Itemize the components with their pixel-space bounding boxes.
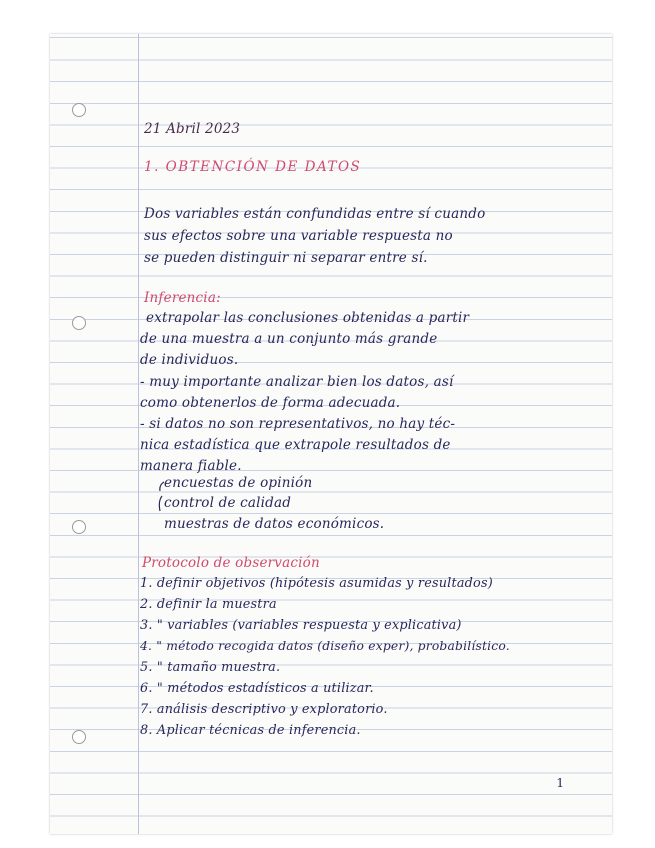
binder-hole <box>72 730 86 744</box>
protocolo-item: 7. análisis descriptivo y exploratorio. <box>140 702 388 717</box>
protocolo-item: 6. " métodos estadísticos a utilizar. <box>140 681 374 696</box>
inferencia-line: nica estadística que extrapole resultados de <box>140 437 451 453</box>
inferencia-line: extrapolar las conclusiones obtenidas a partir <box>146 310 470 326</box>
note-date: 21 Abril 2023 <box>144 121 241 137</box>
notebook-page <box>50 34 612 834</box>
protocolo-item: 5. " tamaño muestra. <box>140 660 281 675</box>
inferencia-line: manera fiable. <box>140 458 242 474</box>
inferencia-line: - si datos no son representativos, no hay téc- <box>140 416 456 432</box>
inferencia-line: de individuos. <box>140 352 239 368</box>
protocolo-item: 4. " método recogida datos (diseño exper), probabilístico. <box>140 639 510 653</box>
inferencia-title: Inferencia: <box>144 290 221 306</box>
example-item: control de calidad <box>164 495 292 511</box>
paragraph-line: Dos variables están confundidas entre sí cuando <box>144 206 486 222</box>
example-item: muestras de datos económicos. <box>164 516 385 532</box>
protocolo-item: 1. definir objetivos (hipótesis asumidas y resultados) <box>140 576 493 591</box>
protocolo-item: 2. definir la muestra <box>140 597 277 612</box>
inferencia-line: de una muestra a un conjunto más grande <box>140 331 438 347</box>
protocolo-item: 8. Aplicar técnicas de inferencia. <box>140 723 361 738</box>
paragraph-line: se pueden distinguir ni separar entre sí. <box>144 250 428 266</box>
inferencia-line: - muy importante analizar bien los datos, así <box>140 374 454 390</box>
example-item: encuestas de opinión <box>164 475 313 491</box>
page-number: 1 <box>556 776 564 790</box>
binder-hole <box>72 520 86 534</box>
binder-hole <box>72 316 86 330</box>
inferencia-line: como obtenerlos de forma adecuada. <box>140 395 401 411</box>
margin-line <box>138 34 139 834</box>
paragraph-line: sus efectos sobre una variable respuesta no <box>144 228 453 244</box>
section-title: 1. OBTENCIÓN DE DATOS <box>144 159 362 175</box>
binder-hole <box>72 103 86 117</box>
protocolo-title: Protocolo de observación <box>142 555 320 571</box>
protocolo-item: 3. " variables (variables respuesta y explicativa) <box>140 618 462 633</box>
